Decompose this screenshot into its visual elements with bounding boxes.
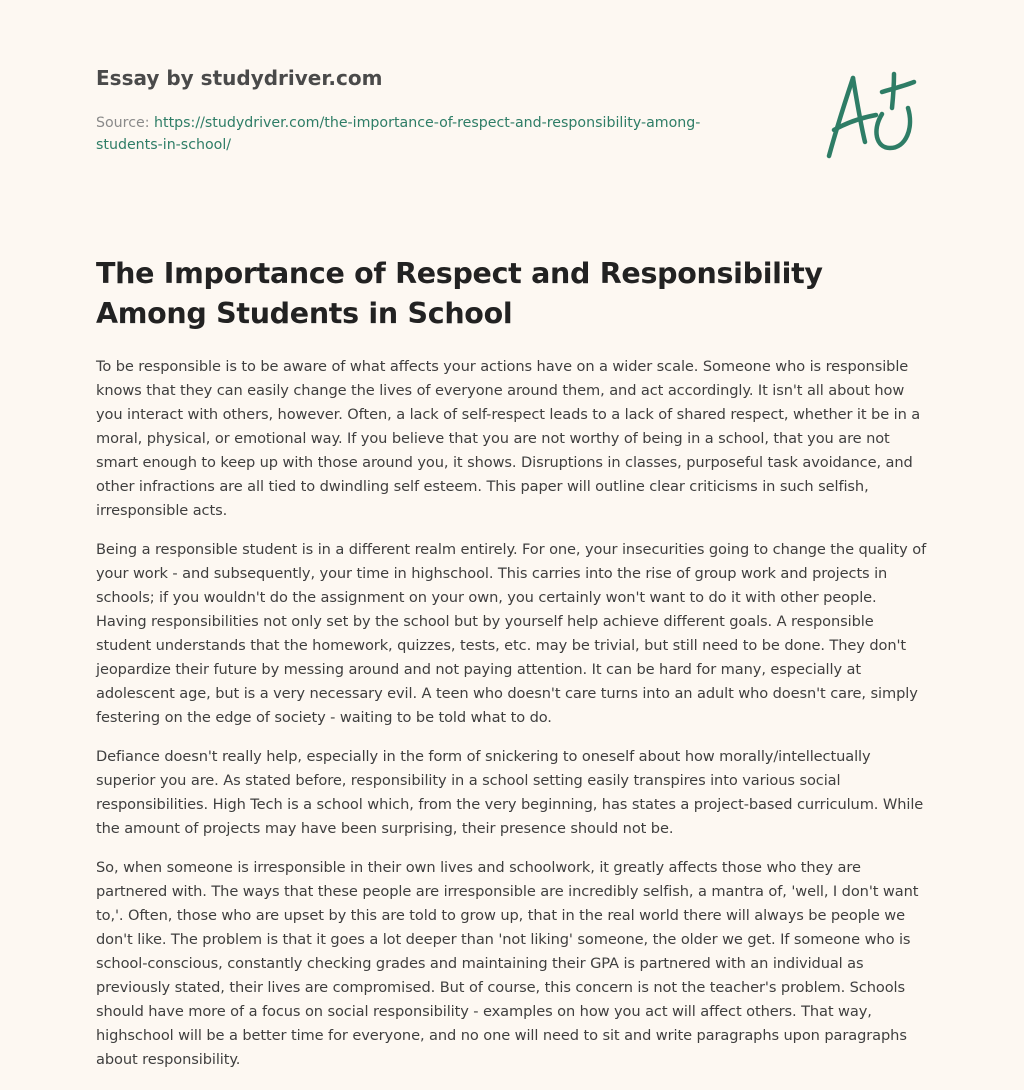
logo-text: A+ xyxy=(820,68,822,69)
essay-body xyxy=(96,355,928,1087)
page-header xyxy=(96,0,928,200)
essay-paragraph: To be responsible is to be aware of what affects your actions have on a wider scale. Someone who is responsible knows that they can easily change the lives of everyone around them, and act accordingly. It isn't all about how you interact with others, however. Often, a lack of self-respect leads to a lack of shared respect, whether it be in a moral, physical, or emotional way. If you believe that you are not worthy of being in a school, that you are not smart enough to keep up with those around you, it shows. Disruptions in classes, purposeful task avoidance, and other infractions are all tied to dwindling self esteem. This paper will outline clear criticisms in such selfish, irresponsible acts. xyxy=(96,358,921,519)
essay-paragraph: So, when someone is irresponsible in their own lives and schoolwork, it greatly affects those who they are partnered with. The ways that these people are irresponsible are incredibly selfish, a mantra of, 'well, I don't want to,'. Often, those who are upset by this are told to grow up, that in the real world there will always be people we don't like. The problem is that it goes a lot deeper than 'not liking' someone, the older we get. If someone who is school-conscious, constantly checking grades and maintaining their GPA is partnered with an individual as previously stated, their lives are compromised. But of course, this concern is not the teacher's problem. Schools should have more of a focus on social responsibility - examples on how you act will affect others. That way, highschool will be a better time for everyone, and no one will need to sit and write paragraphs upon paragraphs about responsibility. xyxy=(96,859,919,1068)
essay-paragraph: Defiance doesn't really help, especially in the form of snickering to oneself about how morally/intellectually superior you are. As stated before, responsibility in a school setting easily transpires into various social responsibilities. High Tech is a school which, from the very beginning, has states a project-based curriculum. While the amount of projects may have been surprising, their presence should not be. xyxy=(96,748,924,837)
a-plus-logo-icon xyxy=(820,68,924,164)
source-line xyxy=(96,112,756,156)
source-label: Source: xyxy=(96,115,150,131)
essay-page xyxy=(96,0,928,1068)
essay-title: The Importance of Respect and Responsibility Among Students in School xyxy=(96,257,823,330)
source-link[interactable]: https://studydriver.com/the-importance-of-respect-and-responsibility-among-students-in-school/ xyxy=(96,115,701,153)
brand-title: Essay by studydriver.com xyxy=(96,66,383,90)
essay-paragraph: Being a responsible student is in a different realm entirely. For one, your insecurities going to change the quality of your work - and subsequently, your time in highschool. This carries into the rise of group work and projects in schools; if you wouldn't do the assignment on your own, you certainly won't want to do it with other people. Having responsibilities not only set by the school but by yourself help achieve different goals. A responsible student understands that the homework, quizzes, tests, etc. may be trivial, but still need to be done. They don't jeopardize their future by messing around and not paying attention. It can be hard for many, especially at adolescent age, but is a very necessary evil. A teen who doesn't care turns into an adult who doesn't care, simply festering on the edge of society - waiting to be told what to do. xyxy=(96,541,927,726)
